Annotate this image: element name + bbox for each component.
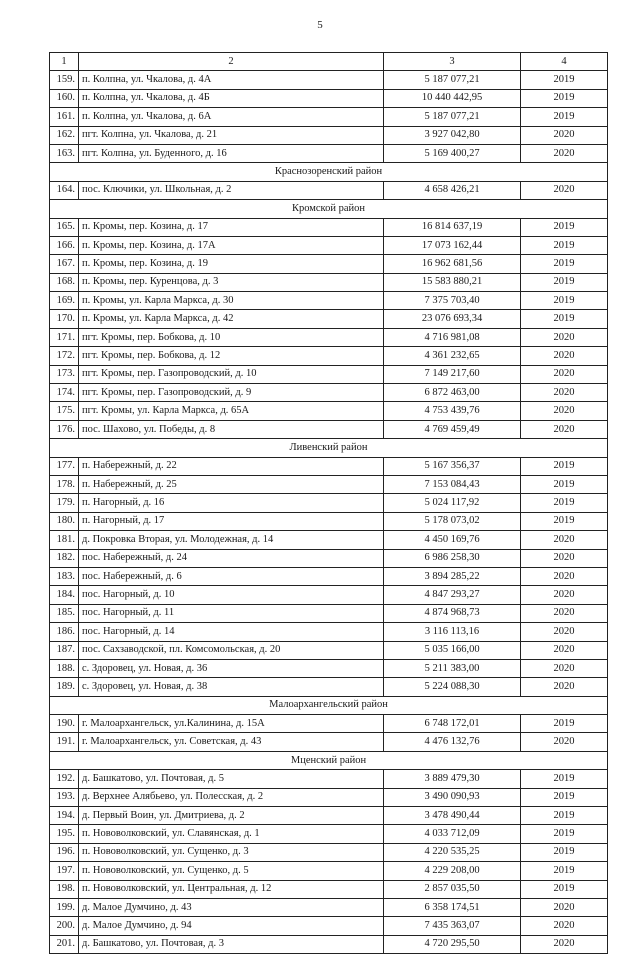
year-cell: 2019	[521, 770, 608, 788]
amount-cell: 5 169 400,27	[384, 144, 521, 162]
district-name: Мценский район	[50, 751, 608, 769]
table-row	[50, 549, 608, 567]
row-number: 160.	[50, 89, 79, 107]
year-cell: 2020	[521, 604, 608, 622]
year-cell: 2019	[521, 457, 608, 475]
table-row	[50, 255, 608, 273]
table-row	[50, 659, 608, 677]
table-row	[50, 144, 608, 162]
row-number: 196.	[50, 843, 79, 861]
amount-cell: 17 073 162,44	[384, 236, 521, 254]
address-cell: пгт. Кромы, ул. Карла Маркса, д. 65А	[79, 402, 384, 420]
table-row	[50, 126, 608, 144]
table-row	[50, 218, 608, 236]
column-header-3: 3	[384, 53, 521, 71]
column-header-row	[50, 53, 608, 71]
amount-cell: 23 076 693,34	[384, 310, 521, 328]
row-number: 195.	[50, 825, 79, 843]
amount-cell: 6 748 172,01	[384, 715, 521, 733]
row-number: 179.	[50, 494, 79, 512]
table-row	[50, 807, 608, 825]
row-number: 186.	[50, 623, 79, 641]
row-number: 191.	[50, 733, 79, 751]
year-cell: 2019	[521, 862, 608, 880]
amount-cell: 5 224 088,30	[384, 678, 521, 696]
district-header-row	[50, 439, 608, 457]
year-cell: 2020	[521, 917, 608, 935]
address-cell: п. Нововолковский, ул. Центральная, д. 12	[79, 880, 384, 898]
year-cell: 2019	[521, 273, 608, 291]
column-header-4: 4	[521, 53, 608, 71]
year-cell: 2020	[521, 623, 608, 641]
address-cell: п. Нововолковский, ул. Сущенко, д. 5	[79, 862, 384, 880]
table-row	[50, 862, 608, 880]
year-cell: 2020	[521, 347, 608, 365]
amount-cell: 4 874 968,73	[384, 604, 521, 622]
address-cell: д. Башкатово, ул. Почтовая, д. 3	[79, 935, 384, 953]
address-cell: пгт. Кромы, пер. Газопроводский, д. 9	[79, 384, 384, 402]
address-cell: д. Покровка Вторая, ул. Молодежная, д. 14	[79, 531, 384, 549]
table-row	[50, 604, 608, 622]
amount-cell: 4 450 169,76	[384, 531, 521, 549]
district-name: Малоархангельский район	[50, 696, 608, 714]
address-cell: п. Колпна, ул. Чкалова, д. 4А	[79, 71, 384, 89]
amount-cell: 4 033 712,09	[384, 825, 521, 843]
table-row	[50, 567, 608, 585]
row-number: 161.	[50, 108, 79, 126]
row-number: 194.	[50, 807, 79, 825]
amount-cell: 5 211 383,00	[384, 659, 521, 677]
year-cell: 2019	[521, 236, 608, 254]
amount-cell: 4 716 981,08	[384, 328, 521, 346]
row-number: 200.	[50, 917, 79, 935]
amount-cell: 4 229 208,00	[384, 862, 521, 880]
amount-cell: 4 361 232,65	[384, 347, 521, 365]
row-number: 163.	[50, 144, 79, 162]
year-cell: 2019	[521, 807, 608, 825]
row-number: 175.	[50, 402, 79, 420]
address-cell: пгт. Колпна, ул. Чкалова, д. 21	[79, 126, 384, 144]
table-row	[50, 71, 608, 89]
table-row	[50, 402, 608, 420]
year-cell: 2019	[521, 788, 608, 806]
amount-cell: 16 962 681,56	[384, 255, 521, 273]
year-cell: 2019	[521, 310, 608, 328]
table-row	[50, 494, 608, 512]
amount-cell: 5 187 077,21	[384, 108, 521, 126]
housing-registry-table	[49, 52, 608, 954]
row-number: 178.	[50, 475, 79, 493]
year-cell: 2020	[521, 144, 608, 162]
row-number: 167.	[50, 255, 79, 273]
district-name: Кромской район	[50, 200, 608, 218]
address-cell: п. Набережный, д. 25	[79, 475, 384, 493]
year-cell: 2019	[521, 89, 608, 107]
address-cell: д. Башкатово, ул. Почтовая, д. 5	[79, 770, 384, 788]
address-cell: п. Нагорный, д. 17	[79, 512, 384, 530]
district-name: Ливенский район	[50, 439, 608, 457]
address-cell: п. Набережный, д. 22	[79, 457, 384, 475]
address-cell: пос. Набережный, д. 6	[79, 567, 384, 585]
year-cell: 2020	[521, 384, 608, 402]
row-number: 174.	[50, 384, 79, 402]
address-cell: пгт. Кромы, пер. Бобкова, д. 12	[79, 347, 384, 365]
amount-cell: 5 024 117,92	[384, 494, 521, 512]
year-cell: 2020	[521, 420, 608, 438]
amount-cell: 4 720 295,50	[384, 935, 521, 953]
year-cell: 2019	[521, 292, 608, 310]
year-cell: 2020	[521, 531, 608, 549]
table-row	[50, 328, 608, 346]
row-number: 165.	[50, 218, 79, 236]
year-cell: 2020	[521, 328, 608, 346]
address-cell: пос. Нагорный, д. 11	[79, 604, 384, 622]
amount-cell: 10 440 442,95	[384, 89, 521, 107]
year-cell: 2019	[521, 512, 608, 530]
amount-cell: 3 889 479,30	[384, 770, 521, 788]
year-cell: 2019	[521, 218, 608, 236]
year-cell: 2019	[521, 880, 608, 898]
row-number: 182.	[50, 549, 79, 567]
address-cell: д. Первый Воин, ул. Дмитриева, д. 2	[79, 807, 384, 825]
table-row	[50, 770, 608, 788]
amount-cell: 3 927 042,80	[384, 126, 521, 144]
address-cell: п. Нагорный, д. 16	[79, 494, 384, 512]
row-number: 198.	[50, 880, 79, 898]
amount-cell: 3 894 285,22	[384, 567, 521, 585]
year-cell: 2020	[521, 586, 608, 604]
table-row	[50, 310, 608, 328]
row-number: 189.	[50, 678, 79, 696]
year-cell: 2019	[521, 475, 608, 493]
year-cell: 2020	[521, 733, 608, 751]
district-header-row	[50, 163, 608, 181]
table-row	[50, 347, 608, 365]
table-row	[50, 531, 608, 549]
address-cell: д. Верхнее Алябьево, ул. Полесская, д. 2	[79, 788, 384, 806]
amount-cell: 4 769 459,49	[384, 420, 521, 438]
year-cell: 2020	[521, 641, 608, 659]
table-row	[50, 788, 608, 806]
table-row	[50, 89, 608, 107]
year-cell: 2019	[521, 715, 608, 733]
year-cell: 2020	[521, 935, 608, 953]
table-row	[50, 641, 608, 659]
row-number: 199.	[50, 898, 79, 916]
page-number: 5	[317, 19, 323, 31]
table-row	[50, 843, 608, 861]
address-cell: п. Кромы, пер. Козина, д. 17	[79, 218, 384, 236]
amount-cell: 7 149 217,60	[384, 365, 521, 383]
amount-cell: 4 220 535,25	[384, 843, 521, 861]
amount-cell: 4 753 439,76	[384, 402, 521, 420]
address-cell: пос. Нагорный, д. 14	[79, 623, 384, 641]
row-number: 177.	[50, 457, 79, 475]
year-cell: 2020	[521, 567, 608, 585]
address-cell: п. Нововолковский, ул. Сущенко, д. 3	[79, 843, 384, 861]
row-number: 171.	[50, 328, 79, 346]
amount-cell: 2 857 035,50	[384, 880, 521, 898]
address-cell: пгт. Колпна, ул. Буденного, д. 16	[79, 144, 384, 162]
row-number: 183.	[50, 567, 79, 585]
amount-cell: 5 178 073,02	[384, 512, 521, 530]
amount-cell: 6 986 258,30	[384, 549, 521, 567]
address-cell: п. Нововолковский, ул. Славянская, д. 1	[79, 825, 384, 843]
row-number: 169.	[50, 292, 79, 310]
address-cell: п. Кромы, пер. Козина, д. 17А	[79, 236, 384, 254]
amount-cell: 16 814 637,19	[384, 218, 521, 236]
address-cell: п. Колпна, ул. Чкалова, д. 4Б	[79, 89, 384, 107]
address-cell: г. Малоархангельск, ул.Калинина, д. 15А	[79, 715, 384, 733]
table-row	[50, 623, 608, 641]
amount-cell: 3 490 090,93	[384, 788, 521, 806]
table-row	[50, 917, 608, 935]
district-header-row	[50, 751, 608, 769]
amount-cell: 4 847 293,27	[384, 586, 521, 604]
amount-cell: 5 187 077,21	[384, 71, 521, 89]
year-cell: 2020	[521, 126, 608, 144]
address-cell: пос. Ключики, ул. Школьная, д. 2	[79, 181, 384, 199]
row-number: 185.	[50, 604, 79, 622]
row-number: 172.	[50, 347, 79, 365]
table-row	[50, 678, 608, 696]
year-cell: 2020	[521, 365, 608, 383]
amount-cell: 15 583 880,21	[384, 273, 521, 291]
district-header-row	[50, 200, 608, 218]
address-cell: с. Здоровец, ул. Новая, д. 36	[79, 659, 384, 677]
row-number: 187.	[50, 641, 79, 659]
row-number: 197.	[50, 862, 79, 880]
address-cell: пос. Шахово, ул. Победы, д. 8	[79, 420, 384, 438]
year-cell: 2019	[521, 71, 608, 89]
row-number: 181.	[50, 531, 79, 549]
address-cell: д. Малое Думчино, д. 43	[79, 898, 384, 916]
table-row	[50, 512, 608, 530]
column-header-2: 2	[79, 53, 384, 71]
amount-cell: 3 116 113,16	[384, 623, 521, 641]
district-name: Краснозоренский район	[50, 163, 608, 181]
address-cell: п. Кромы, ул. Карла Маркса, д. 42	[79, 310, 384, 328]
address-cell: пгт. Кромы, пер. Бобкова, д. 10	[79, 328, 384, 346]
address-cell: пос. Нагорный, д. 10	[79, 586, 384, 604]
row-number: 192.	[50, 770, 79, 788]
year-cell: 2020	[521, 898, 608, 916]
address-cell: п. Кромы, ул. Карла Маркса, д. 30	[79, 292, 384, 310]
year-cell: 2020	[521, 402, 608, 420]
address-cell: д. Малое Думчино, д. 94	[79, 917, 384, 935]
table-row	[50, 384, 608, 402]
year-cell: 2020	[521, 549, 608, 567]
row-number: 180.	[50, 512, 79, 530]
table-row	[50, 825, 608, 843]
row-number: 190.	[50, 715, 79, 733]
address-cell: пос. Сахзаводской, пл. Комсомольская, д. 20	[79, 641, 384, 659]
year-cell: 2019	[521, 108, 608, 126]
table-body	[50, 53, 608, 954]
table-row	[50, 935, 608, 953]
amount-cell: 7 435 363,07	[384, 917, 521, 935]
amount-cell: 5 035 166,00	[384, 641, 521, 659]
row-number: 184.	[50, 586, 79, 604]
address-cell: с. Здоровец, ул. Новая, д. 38	[79, 678, 384, 696]
table-row	[50, 733, 608, 751]
amount-cell: 7 375 703,40	[384, 292, 521, 310]
table-row	[50, 880, 608, 898]
year-cell: 2019	[521, 494, 608, 512]
row-number: 159.	[50, 71, 79, 89]
row-number: 164.	[50, 181, 79, 199]
table-row	[50, 715, 608, 733]
row-number: 168.	[50, 273, 79, 291]
row-number: 176.	[50, 420, 79, 438]
row-number: 193.	[50, 788, 79, 806]
district-header-row	[50, 696, 608, 714]
table-row	[50, 273, 608, 291]
address-cell: п. Кромы, пер. Куренцова, д. 3	[79, 273, 384, 291]
row-number: 170.	[50, 310, 79, 328]
table-row	[50, 420, 608, 438]
table-row	[50, 292, 608, 310]
table-row	[50, 457, 608, 475]
amount-cell: 5 167 356,37	[384, 457, 521, 475]
table-row	[50, 475, 608, 493]
year-cell: 2019	[521, 255, 608, 273]
table-row	[50, 898, 608, 916]
year-cell: 2020	[521, 659, 608, 677]
address-cell: п. Колпна, ул. Чкалова, д. 6А	[79, 108, 384, 126]
amount-cell: 7 153 084,43	[384, 475, 521, 493]
address-cell: пос. Набережный, д. 24	[79, 549, 384, 567]
row-number: 201.	[50, 935, 79, 953]
table-row	[50, 108, 608, 126]
address-cell: пгт. Кромы, пер. Газопроводский, д. 10	[79, 365, 384, 383]
column-header-1: 1	[50, 53, 79, 71]
table-row	[50, 586, 608, 604]
amount-cell: 4 476 132,76	[384, 733, 521, 751]
amount-cell: 4 658 426,21	[384, 181, 521, 199]
table-row	[50, 236, 608, 254]
year-cell: 2020	[521, 678, 608, 696]
amount-cell: 6 358 174,51	[384, 898, 521, 916]
year-cell: 2020	[521, 181, 608, 199]
row-number: 162.	[50, 126, 79, 144]
row-number: 173.	[50, 365, 79, 383]
address-cell: г. Малоархангельск, ул. Советская, д. 43	[79, 733, 384, 751]
year-cell: 2019	[521, 825, 608, 843]
row-number: 188.	[50, 659, 79, 677]
amount-cell: 6 872 463,00	[384, 384, 521, 402]
amount-cell: 3 478 490,44	[384, 807, 521, 825]
year-cell: 2019	[521, 843, 608, 861]
table-row	[50, 365, 608, 383]
row-number: 166.	[50, 236, 79, 254]
address-cell: п. Кромы, пер. Козина, д. 19	[79, 255, 384, 273]
table-row	[50, 181, 608, 199]
